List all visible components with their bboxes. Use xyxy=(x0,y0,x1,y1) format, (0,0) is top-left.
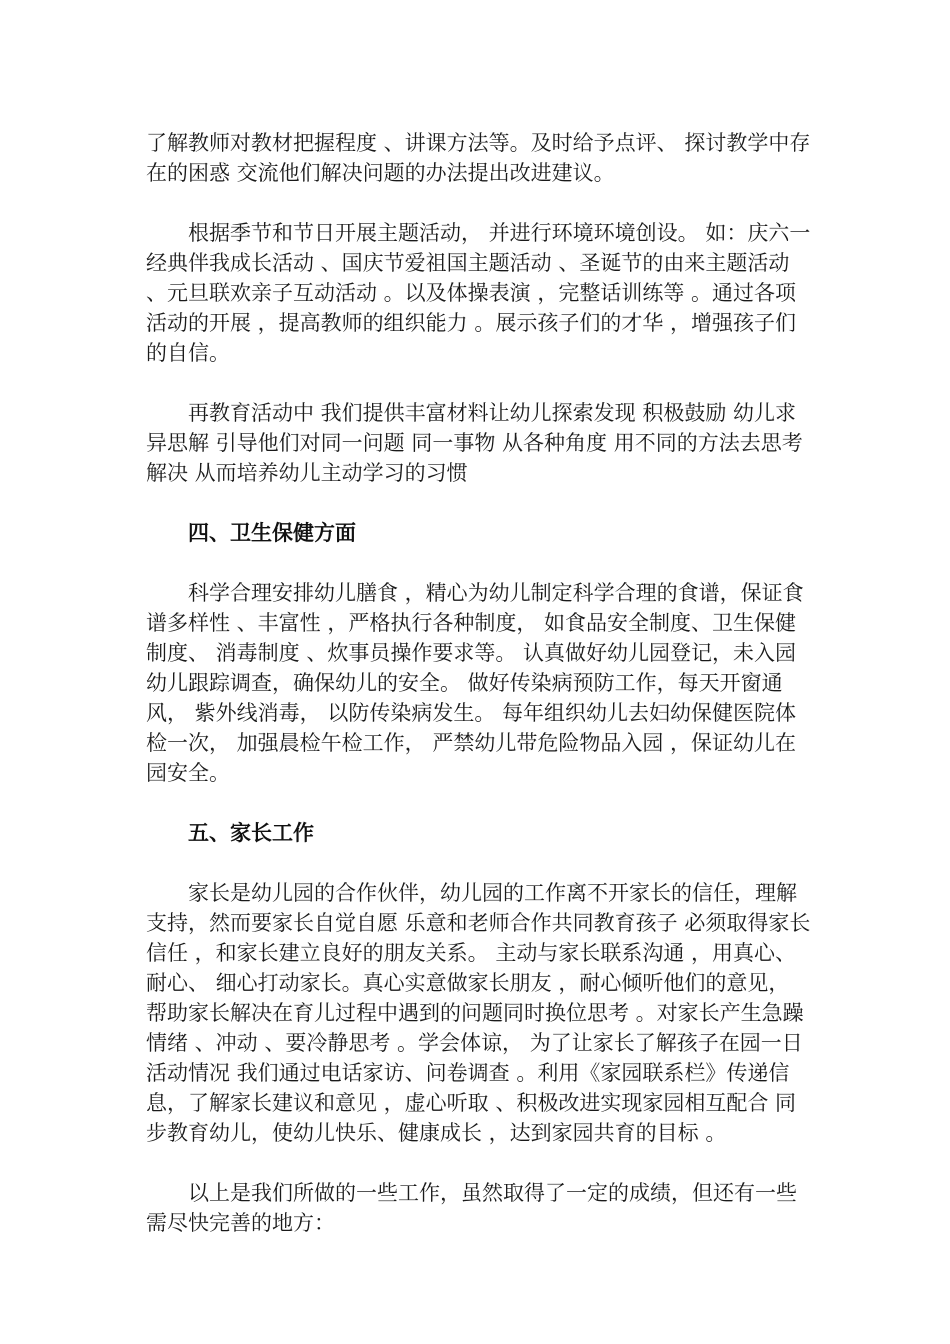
paragraph-parent-work: 家长是幼儿园的合作伙伴，幼儿园的工作离不开家长的信任，理解支持，然而要家长自觉自愿 乐意和老师合作共同教育孩子 必须取得家长信任 ，和家长建立良好的朋友关系。 主动与家长联系沟通 ，用真心、 耐心、 细心打动家长。真心实意做家长朋友 ，耐心倾听他们的意见， 帮助家长解决在育儿过程中遇到的问题同时换位思考 。对家长产生急躁情绪 、冲动 、要冷静思考 。学会体谅， 为了让家长了解孩子在园一日活动情况 我们通过电话家访、问卷调查 。利用《家园联系栏》传递信息，了解家长建议和意见 ，虚心听取 、积极改进实现家园相互配合 同步教育幼儿，使幼儿快乐、健康成长 ，达到家园共育的目标 。 xyxy=(146,881,811,1145)
paragraph-exploration-learning: 再教育活动中 我们提供丰富材料让幼儿探索发现 积极鼓励 幼儿求异思解 引导他们对同一问题 同一事物 从各种角度 用不同的方法去思考解决 从而培养幼儿主动学习的习惯 xyxy=(146,401,803,485)
heading-parent-work: 五、家长工作 xyxy=(188,821,314,845)
paragraph-theme-activities: 根据季节和节日开展主题活动， 并进行环境环境创设。 如：庆六一经典伴我成长活动 、国庆节爱祖国主题活动 、圣诞节的由来主题活动 、元旦联欢亲子互动活动 。以及体操表演 ，完整话训练等 。通过各项活动的开展 ，提高教师的组织能力 。展示孩子们的才华 ，增强孩子们的自信。 xyxy=(146,221,811,365)
document-body xyxy=(146,128,816,1268)
paragraph-teaching-review: 了解教师对教材把握程度 、讲课方法等。及时给予点评、 探讨教学中存在的困惑 交流他们解决问题的办法提出改进建议。 xyxy=(146,131,811,185)
heading-health-care: 四、卫生保健方面 xyxy=(188,521,356,545)
paragraph-summary: 以上是我们所做的一些工作，虽然取得了一定的成绩，但还有一些需尽快完善的地方： xyxy=(146,1181,797,1235)
paragraph-health-care: 科学合理安排幼儿膳食 ，精心为幼儿制定科学合理的食谱，保证食谱多样性 、丰富性 ，严格执行各种制度， 如食品安全制度、卫生保健制度、 消毒制度 、炊事员操作要求等。 认真做好幼儿园登记，未入园幼儿跟踪调查，确保幼儿的安全。 做好传染病预防工作，每天开窗通风， 紫外线消毒， 以防传染病发生。 每年组织幼儿去妇幼保健医院体检一次， 加强晨检午检工作， 严禁幼儿带危险物品入园 ，保证幼儿在园安全。 xyxy=(146,581,804,785)
